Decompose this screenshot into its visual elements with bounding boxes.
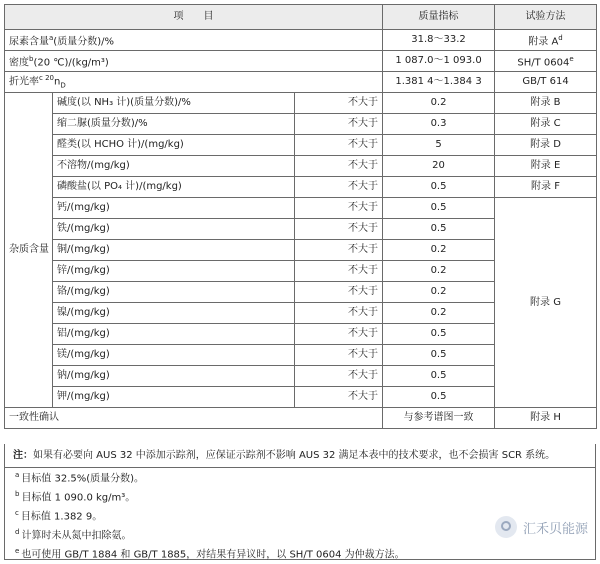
method-text: 附录 F	[531, 181, 560, 192]
header-method: 试验方法	[495, 5, 597, 30]
impurity-name-text: 不溶物/(mg/kg)	[57, 160, 130, 171]
metal-name-text: 镁/(mg/kg)	[57, 349, 110, 360]
quality-value	[383, 51, 495, 72]
limit-text: 不大于	[348, 286, 379, 297]
metal-name	[53, 282, 295, 303]
metal-name	[53, 261, 295, 282]
property-name	[5, 51, 383, 72]
value-text: 20	[432, 160, 445, 171]
impurity-label-text: 杂质含量	[9, 244, 49, 255]
property-superscript: c 20	[39, 74, 54, 83]
impurity-name-text: 磷酸盐(以 PO₄ 计)/(mg/kg)	[57, 181, 182, 192]
metal-name	[53, 387, 295, 408]
impurity-name	[53, 177, 295, 198]
property-unit: (20 ℃)/(kg/m³)	[33, 57, 109, 69]
value-text: 5	[435, 139, 442, 150]
test-method	[495, 156, 597, 177]
value-text: 0.2	[430, 265, 447, 276]
limit-text: 不大于	[348, 307, 379, 318]
footnote-mark: a	[15, 471, 20, 479]
wechat-logo-icon	[495, 516, 517, 538]
value-text: 0.5	[430, 328, 447, 339]
footnote-text: 目标值 1.382 9。	[20, 511, 103, 523]
limit-text: 不大于	[348, 265, 379, 276]
table-row	[5, 177, 597, 198]
metal-name	[53, 240, 295, 261]
limit-text: 不大于	[348, 160, 379, 171]
value-text: 0.2	[430, 244, 447, 255]
value-text: 1 087.0～1 093.0	[395, 55, 482, 66]
method-superscript: e	[569, 54, 574, 63]
metal-name-text: 镍/(mg/kg)	[57, 307, 110, 318]
table-row	[5, 135, 597, 156]
value-text: 0.5	[430, 223, 447, 234]
footnote	[5, 487, 595, 506]
quality-value	[383, 366, 495, 387]
limit-text: 不大于	[348, 370, 379, 381]
table-header-row	[5, 5, 597, 30]
consistency-item	[5, 408, 383, 429]
test-method	[495, 30, 597, 51]
limit-qualifier	[295, 240, 383, 261]
limit-qualifier	[295, 261, 383, 282]
metals-test-method	[495, 198, 597, 408]
metal-name-text: 钙/(mg/kg)	[57, 202, 110, 213]
test-method	[495, 72, 597, 93]
value-text: 与参考谱图一致	[403, 412, 474, 423]
property-unit: (质量分数)/%	[53, 36, 114, 48]
metal-name	[53, 366, 295, 387]
table-row	[5, 114, 597, 135]
method-text: SH/T 0604	[517, 57, 570, 69]
limit-text: 不大于	[348, 244, 379, 255]
method-text: 附录 D	[530, 139, 561, 150]
limit-qualifier	[295, 366, 383, 387]
impurity-name	[53, 135, 295, 156]
limit-text: 不大于	[348, 223, 379, 234]
metal-name-text: 锌/(mg/kg)	[57, 265, 110, 276]
footnote-mark: d	[15, 527, 20, 536]
property-unit: n	[53, 76, 61, 88]
quality-value	[383, 114, 495, 135]
limit-qualifier	[295, 93, 383, 114]
method-superscript: d	[558, 33, 563, 42]
quality-value	[383, 219, 495, 240]
impurity-name	[53, 93, 295, 114]
limit-text: 不大于	[348, 202, 379, 213]
metal-name-text: 铝/(mg/kg)	[57, 328, 110, 339]
property-superscript: a	[49, 33, 54, 42]
footnote-mark: c	[15, 508, 19, 517]
quality-value	[383, 93, 495, 114]
impurity-name	[53, 156, 295, 177]
footnote	[5, 468, 595, 487]
value-text: 0.2	[430, 286, 447, 297]
limit-qualifier	[295, 114, 383, 135]
limit-text: 不大于	[348, 118, 379, 129]
consistency-label: 一致性确认	[9, 412, 59, 423]
quality-value	[383, 303, 495, 324]
limit-qualifier	[295, 282, 383, 303]
table-row	[5, 156, 597, 177]
test-method	[495, 93, 597, 114]
property-label: 密度	[9, 57, 29, 69]
quality-value	[383, 156, 495, 177]
limit-text: 不大于	[348, 328, 379, 339]
limit-text: 不大于	[348, 181, 379, 192]
quality-value	[383, 324, 495, 345]
property-name	[5, 72, 383, 93]
metal-name-text: 铬/(mg/kg)	[57, 286, 110, 297]
limit-text: 不大于	[348, 391, 379, 402]
header-item: 项 目	[5, 5, 383, 30]
quality-value	[383, 72, 495, 93]
value-text: 0.3	[430, 118, 447, 129]
limit-qualifier	[295, 324, 383, 345]
quality-value	[383, 387, 495, 408]
quality-value	[383, 261, 495, 282]
method-text: 附录 E	[530, 160, 561, 171]
limit-qualifier	[295, 387, 383, 408]
quality-value	[383, 177, 495, 198]
property-label: 尿素含量	[9, 36, 49, 48]
note-label: 注：	[13, 450, 33, 461]
property-subscript: D	[60, 81, 66, 90]
test-method	[495, 51, 597, 72]
table-row	[5, 198, 597, 219]
quality-value	[383, 30, 495, 51]
metal-name	[53, 219, 295, 240]
main-note	[5, 444, 595, 468]
metal-name	[53, 198, 295, 219]
limit-text: 不大于	[348, 349, 379, 360]
limit-qualifier	[295, 135, 383, 156]
property-label: 折光率	[9, 76, 39, 88]
test-method	[495, 114, 597, 135]
impurity-name-text: 醛类(以 HCHO 计)/(mg/kg)	[57, 139, 184, 150]
value-text: 0.5	[430, 202, 447, 213]
consistency-method	[495, 408, 597, 429]
quality-value	[383, 240, 495, 261]
watermark-text: 汇禾贝能源	[522, 521, 588, 537]
note-text: 如果有必要向 AUS 32 中添加示踪剂，应保证示踪剂不影响 AUS 32 满足本表中的技术要求，也不会损害 SCR 系统。	[33, 450, 556, 461]
limit-qualifier	[295, 345, 383, 366]
value-text: 0.2	[430, 307, 447, 318]
property-name	[5, 30, 383, 51]
test-method	[495, 177, 597, 198]
footnote-mark: e	[15, 546, 20, 555]
limit-qualifier	[295, 177, 383, 198]
consistency-value	[383, 408, 495, 429]
value-text: 1.381 4～1.384 3	[395, 76, 482, 87]
impurity-name-text: 碱度(以 NH₃ 计)(质量分数)/%	[57, 97, 191, 108]
specification-table	[4, 4, 597, 429]
footnote-text: 目标值 1 090.0 kg/m³。	[21, 492, 136, 504]
value-text: 31.8～33.2	[411, 34, 466, 45]
value-text: 0.5	[430, 391, 447, 402]
limit-qualifier	[295, 303, 383, 324]
method-text: 附录 A	[528, 36, 559, 48]
metal-name-text: 钾/(mg/kg)	[57, 391, 110, 402]
limit-qualifier	[295, 156, 383, 177]
method-text: 附录 B	[530, 97, 561, 108]
footnote-text: 也可使用 GB/T 1884 和 GB/T 1885，对结果有异议时，以 SH/T 0604 为仲裁方法。	[21, 549, 405, 561]
quality-value	[383, 198, 495, 219]
table-row	[5, 51, 597, 72]
quality-value	[383, 135, 495, 156]
metal-name-text: 钠/(mg/kg)	[57, 370, 110, 381]
metal-name	[53, 303, 295, 324]
metal-name-text: 铁/(mg/kg)	[57, 223, 110, 234]
quality-value	[383, 345, 495, 366]
limit-text: 不大于	[348, 97, 379, 108]
value-text: 0.5	[430, 349, 447, 360]
metal-name	[53, 345, 295, 366]
method-text: 附录 C	[530, 118, 561, 129]
watermark	[495, 516, 588, 538]
impurity-name	[53, 114, 295, 135]
impurity-name-text: 缩二脲(质量分数)/%	[57, 118, 148, 129]
table-row	[5, 30, 597, 51]
value-text: 0.2	[430, 97, 447, 108]
header-quality: 质量指标	[383, 5, 495, 30]
property-superscript: b	[29, 54, 34, 63]
table-row	[5, 72, 597, 93]
limit-text: 不大于	[348, 139, 379, 150]
metal-name	[53, 324, 295, 345]
method-text: 附录 H	[530, 412, 561, 423]
footnote-text: 目标值 32.5%(质量分数)。	[21, 473, 145, 485]
footnote-text: 计算时未从氮中扣除氨。	[21, 530, 132, 542]
value-text: 0.5	[430, 181, 447, 192]
method-text: 附录 G	[530, 296, 561, 308]
table-row	[5, 408, 597, 429]
table-row	[5, 93, 597, 114]
footnote-mark: b	[15, 489, 20, 498]
notes-section	[4, 444, 596, 560]
limit-qualifier	[295, 198, 383, 219]
test-method	[495, 135, 597, 156]
footnote	[5, 544, 595, 563]
value-text: 0.5	[430, 370, 447, 381]
impurity-group-label	[5, 93, 53, 408]
method-text: GB/T 614	[522, 76, 569, 87]
quality-value	[383, 282, 495, 303]
metal-name-text: 铜/(mg/kg)	[57, 244, 110, 255]
limit-qualifier	[295, 219, 383, 240]
